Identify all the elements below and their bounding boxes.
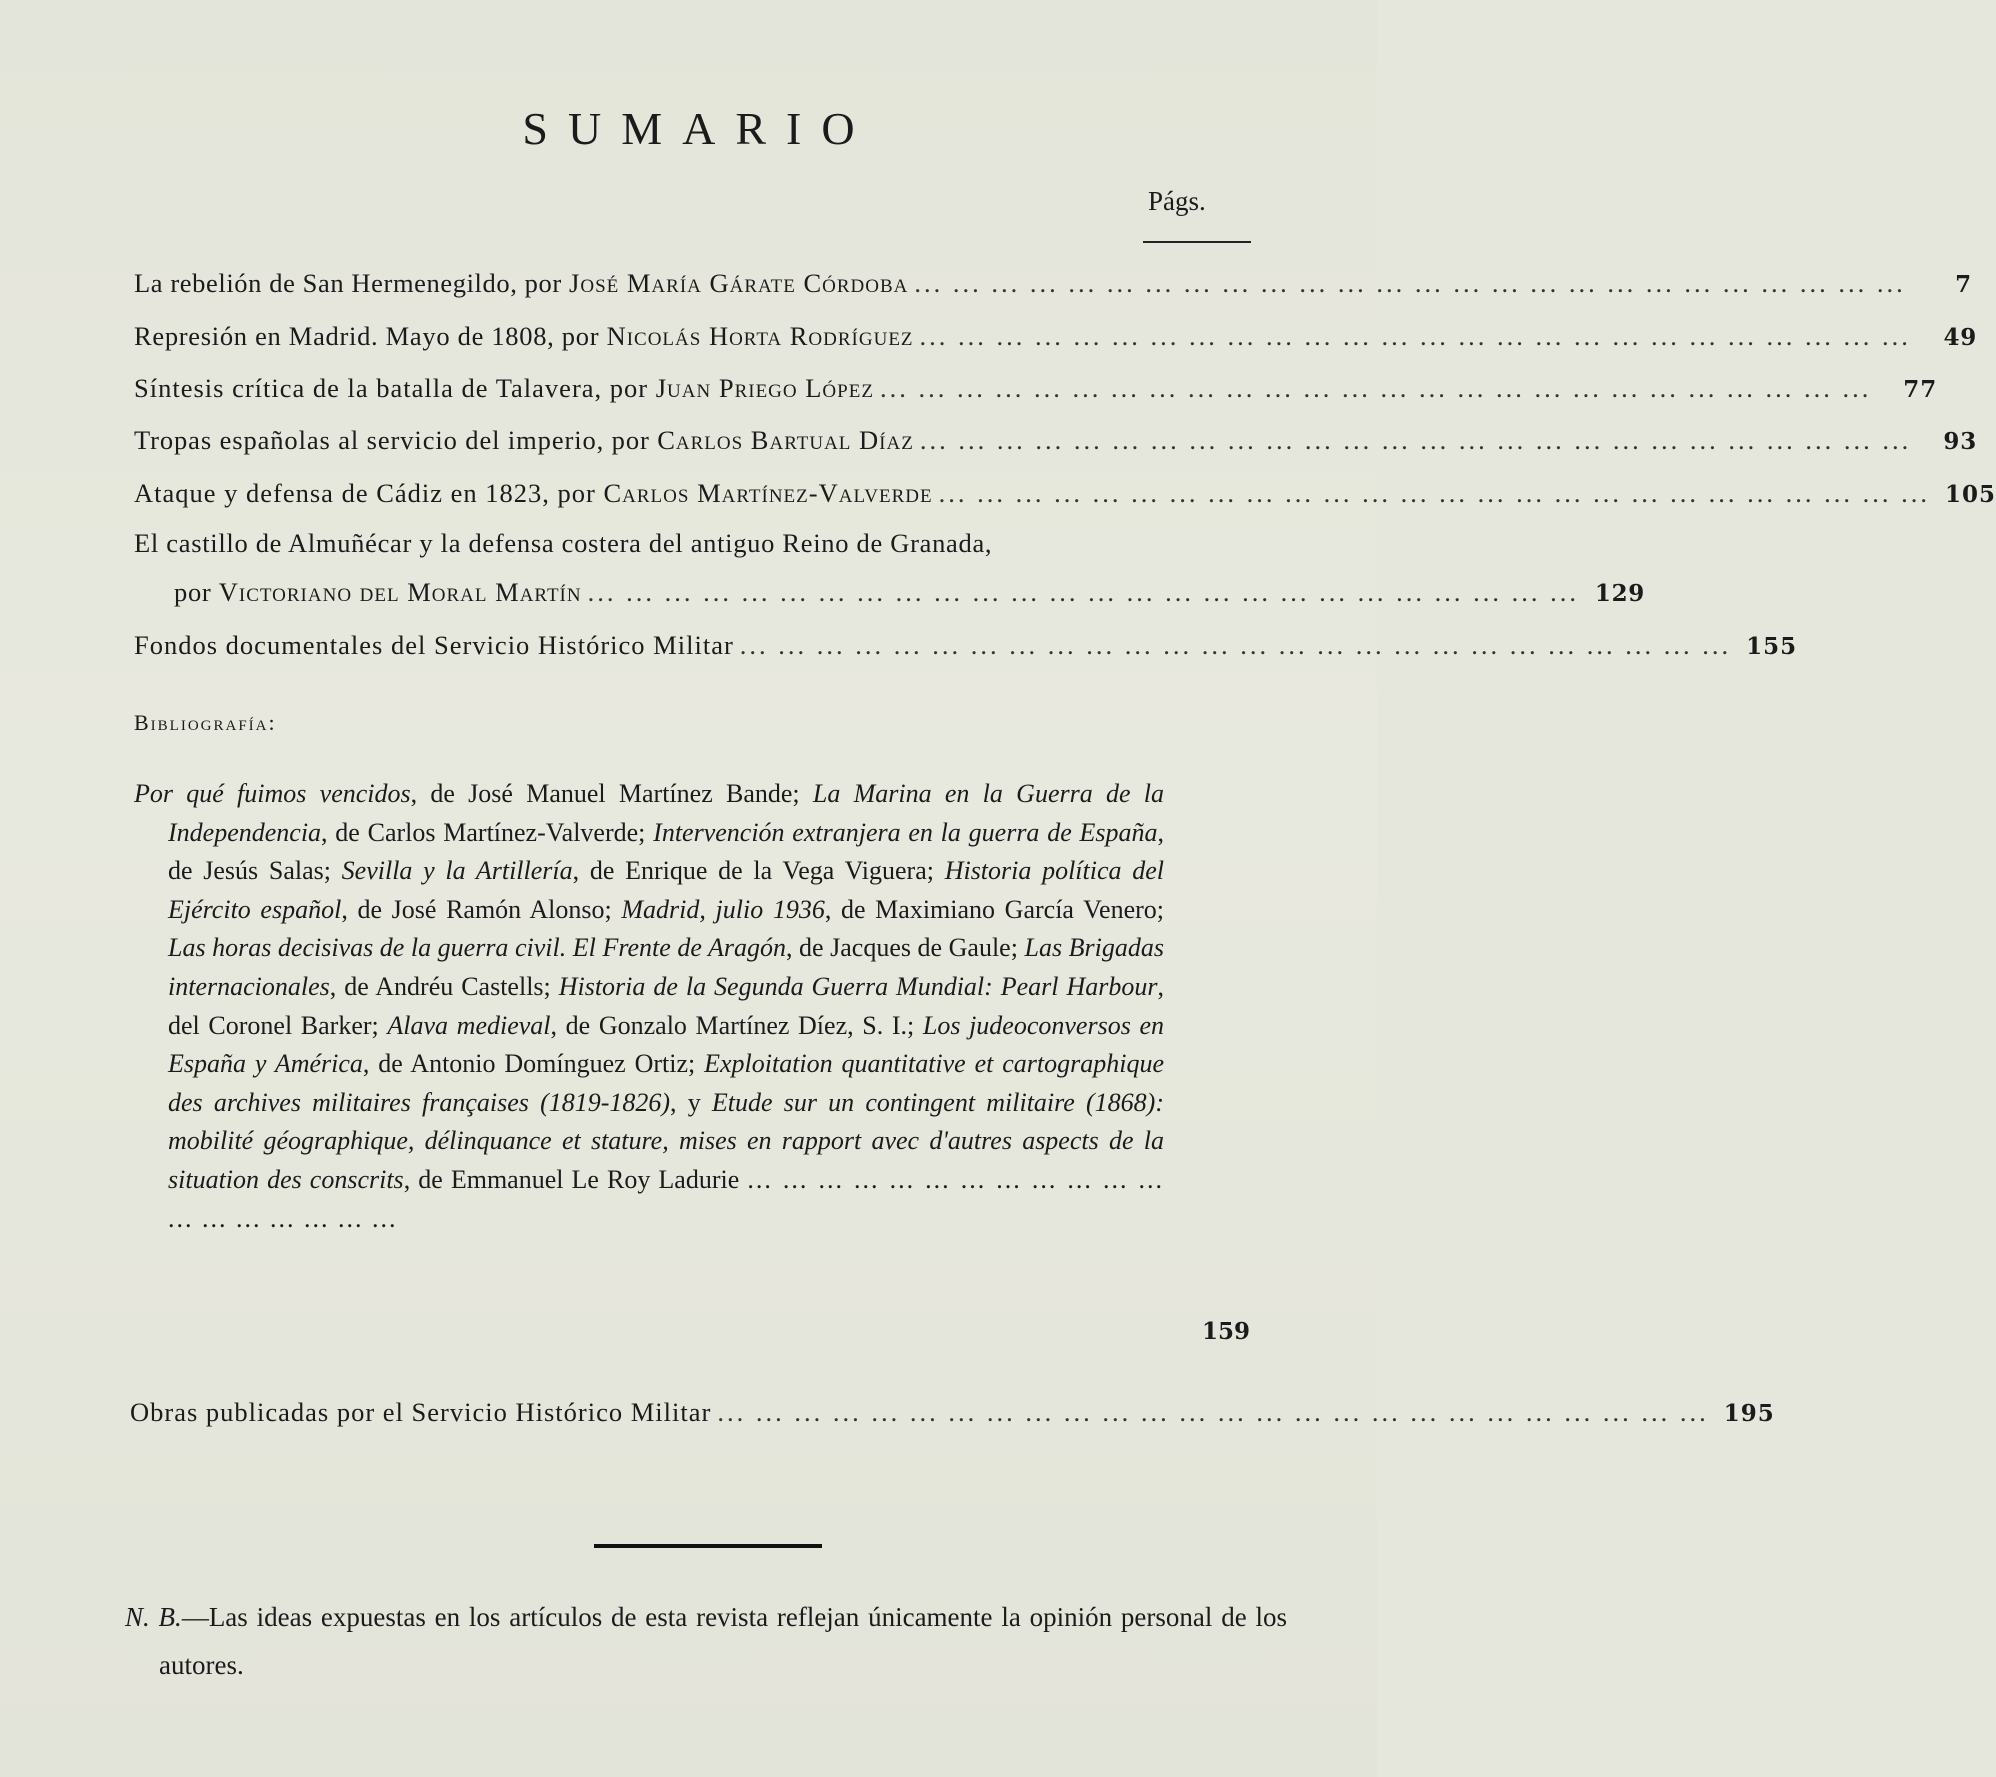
bibliography-work-author: , de Antonio Domínguez Ortiz; <box>362 1049 705 1079</box>
separator-rule <box>594 1544 822 1548</box>
bibliography-work-title: Etude sur un contingent militaire (1868): mobilité géographique, délinquance et stature, mises en rapport avec d'autres aspects de la situation des conscrits <box>168 1087 1164 1194</box>
editorial-note <box>125 1593 1287 1689</box>
toc-entry <box>134 268 1972 299</box>
toc-entry-title: por <box>174 577 219 607</box>
bibliography-work-title: Los judeoconversos en España y América <box>168 1010 1164 1079</box>
bibliography-work-title: Las Brigadas internacionales <box>168 933 1164 1001</box>
bibliography-work-title: Historia de la Segunda Guerra Mundial: Pearl Harbour <box>558 971 1158 1001</box>
toc-entry-title: El castillo de Almuñécar y la defensa costera del antiguo Reino de Granada, <box>134 528 993 558</box>
toc-entry-page: 93 <box>1943 428 1978 455</box>
bibliography-work-title: Intervención extranjera en la guerra de España <box>653 817 1158 847</box>
bibliography-work-title: Las horas decisivas de la guerra civil. El Frente de Aragón <box>168 933 786 963</box>
toc-entry <box>134 373 1938 404</box>
toc-entry-author: José María Gárate Córdoba <box>569 268 909 298</box>
bibliography-leader-dots: ... ... ... ... ... ... ... ... ... ... ... ... ... ... ... ... ... ... ... <box>168 1164 1165 1233</box>
bibliography-work-author: , de José Ramón Alonso; <box>341 894 622 924</box>
pages-column-rule <box>1143 241 1251 243</box>
toc-leader-dots: ... ... ... ... ... ... ... ... ... ... ... ... ... ... ... ... ... ... ... ... ... ... ... ... ... ... <box>879 373 1872 403</box>
toc-entry-title: Tropas españolas al servicio del imperio, por <box>134 425 658 455</box>
bibliography-text <box>134 775 1164 1238</box>
pages-column-label: Págs. <box>1148 186 1206 216</box>
toc-entry-page: 129 <box>1594 580 1645 607</box>
toc-entry-author: Carlos Martínez-Valverde <box>603 478 933 508</box>
bibliography-work-title: Exploitation quantitative et cartographique des archives militaires françaises (1819-1826) <box>168 1049 1165 1117</box>
note-text: —Las ideas expuestas en los artículos de esta revista reflejan únicamente la opinión personal de los autores. <box>159 1602 1287 1680</box>
bibliography-work-author: , de Jacques de Gaule; <box>785 933 1025 963</box>
toc-leader-dots: ... ... ... ... ... ... ... ... ... ... ... ... ... ... ... ... ... ... ... ... ... ... ... ... ... ... <box>938 478 1931 508</box>
bibliography-work-title: Alava medieval <box>387 1010 551 1040</box>
bibliography-work-title: Madrid, julio 1936 <box>621 894 825 924</box>
bibliography-work-author: , y <box>670 1087 712 1117</box>
toc-leader-dots: ... ... ... ... ... ... ... ... ... ... ... ... ... ... ... ... ... ... ... ... ... ... ... ... ... ... <box>739 630 1732 660</box>
toc-leader-dots: ... ... ... ... ... ... ... ... ... ... ... ... ... ... ... ... ... ... ... ... ... ... ... ... ... ... <box>919 425 1912 455</box>
bibliography-work-title: Sevilla y la Artillería <box>341 856 573 886</box>
toc-entry-title: La rebelión de San Hermenegildo, por <box>134 268 570 298</box>
toc-entry <box>134 630 1798 661</box>
toc-entry-page: 7 <box>1955 271 1972 298</box>
toc-entry-page: 77 <box>1903 376 1938 403</box>
page-title: SUMARIO <box>522 103 875 154</box>
bibliography-work-author: , de Emmanuel Le Roy Ladurie <box>403 1164 748 1194</box>
toc-entry-author: Carlos Bartual Díaz <box>657 425 914 455</box>
toc-entry-page: 105 <box>1945 481 1996 508</box>
toc-leader-dots: ... ... ... ... ... ... ... ... ... ... ... ... ... ... ... ... ... ... ... ... ... ... ... ... ... ... <box>919 321 1911 351</box>
bibliography-heading: Bibliografía: <box>134 710 277 735</box>
toc-entry-title: Obras publicadas por el Servicio Histórico Militar <box>130 1397 712 1427</box>
bibliography-work-author: , del Coronel Barker; <box>168 971 1164 1040</box>
bibliography-work-title: La Marina en la Guerra de la Independencia <box>168 779 1164 847</box>
toc-leader-dots: ... ... ... ... ... ... ... ... ... ... ... ... ... ... ... ... ... ... ... ... ... ... ... ... ... ... <box>914 268 1906 298</box>
toc-entry <box>134 478 1996 509</box>
bibliography-page: 159 <box>1201 1318 1250 1345</box>
toc-entry <box>174 577 1645 608</box>
toc-entry <box>134 425 1978 456</box>
toc-entry-page: 49 <box>1943 324 1977 351</box>
toc-entry-title: Ataque y defensa de Cádiz en 1823, por <box>134 478 604 508</box>
toc-entry <box>130 1397 1775 1428</box>
toc-leader-dots: ... ... ... ... ... ... ... ... ... ... ... ... ... ... ... ... ... ... ... ... ... ... ... ... ... ... <box>587 577 1579 607</box>
toc-entry-page: 195 <box>1723 1400 1775 1427</box>
bibliography-work-author: , de Gonzalo Martínez Díez, S. I.; <box>550 1010 923 1040</box>
toc-entry-page: 155 <box>1746 633 1798 660</box>
bibliography-work-author: , de Carlos Martínez-Valverde; <box>321 817 654 847</box>
bibliography-work-title: Por qué fuimos vencidos <box>134 779 411 808</box>
toc-entry-author: Juan Priego López <box>655 373 874 403</box>
bibliography-work-author: , de Jesús Salas; <box>168 817 1164 886</box>
note-prefix: N. B. <box>125 1602 182 1632</box>
bibliography-work-author: , de José Manuel Martínez Bande; <box>410 779 813 808</box>
toc-entry <box>134 321 1977 352</box>
bibliography-work-title: Historia política del Ejército español <box>168 856 1164 924</box>
toc-entry-title: Síntesis crítica de la batalla de Talavera, por <box>134 373 656 403</box>
toc-entry-title: Represión en Madrid. Mayo de 1808, por <box>134 321 607 351</box>
toc-entry-title: Fondos documentales del Servicio Histórico Militar <box>134 630 734 660</box>
toc-entry-author: Nicolás Horta Rodríguez <box>606 321 914 351</box>
bibliography-work-author: , de Andréu Castells; <box>329 971 559 1001</box>
bibliography-work-author: , de Enrique de la Vega Viguera; <box>572 856 945 886</box>
bibliography-work-author: , de Maximiano García Venero; <box>824 894 1164 924</box>
toc-entry-author: Victoriano del Moral Martín <box>218 577 582 607</box>
toc-leader-dots: ... ... ... ... ... ... ... ... ... ... ... ... ... ... ... ... ... ... ... ... ... ... ... ... ... ... <box>717 1397 1709 1427</box>
